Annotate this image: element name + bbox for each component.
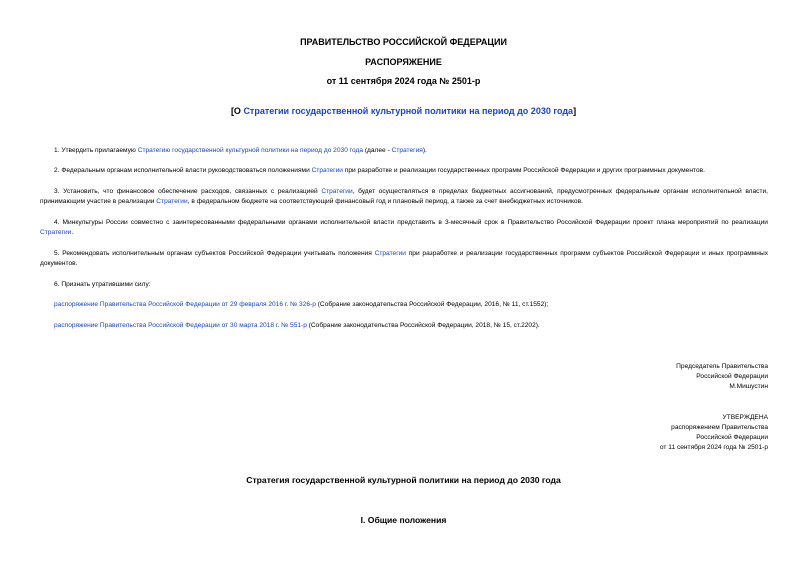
paragraph-2 [40, 166, 768, 176]
signature-name: М.Мишустин [729, 383, 768, 390]
signature-block [676, 362, 768, 392]
document-title [0, 106, 807, 117]
strategy-short-link[interactable]: Стратегия [391, 147, 423, 154]
paragraph-1-middle: (далее - [362, 147, 392, 154]
signature-position: Председатель Правительства [676, 363, 768, 370]
strategy-title: Стратегия государственной культурной политики на период до 2030 года [246, 475, 561, 485]
title-bracket-close: ] [573, 106, 577, 116]
paragraph-3-text: 3. Установить, что финансовое обеспечение расходов, связанных с реализацией [54, 188, 322, 195]
paragraph-2-suffix: при разработке и реализации государственных программ Российской Федерации и других программных документов. [342, 167, 705, 174]
signature-organization: Российской Федерации [696, 373, 768, 380]
approval-heading: УТВЕРЖДЕНА [722, 414, 768, 421]
paragraph-2-text: 2. Федеральным органам исполнительной власти руководствоваться положениями [54, 167, 312, 174]
paragraph-5-text: 5. Рекомендовать исполнительным органам субъектов Российской Федерации учитывать положения [54, 250, 375, 257]
strategy-link[interactable]: Стратегии [40, 229, 72, 236]
paragraph-1-suffix: ). [422, 147, 427, 154]
strategy-link[interactable]: Стратегии [374, 250, 406, 257]
document-type-heading: РАСПОРЯЖЕНИЕ [365, 57, 442, 67]
strategy-link[interactable]: Стратегии [156, 198, 188, 205]
paragraph-5 [40, 249, 768, 269]
paragraph-3-middle: , будет осуществляться в пределах бюджетных ассигнований, предусмотренных федеральным органам исполнительной власти, принимающим участие в реализации [40, 188, 769, 205]
title-bracket-open: [О [230, 106, 244, 116]
paragraph-3-suffix: , в федеральном бюджете на соответствующий финансовый год и плановый период, а также за счет внебюджетных источников. [187, 198, 583, 205]
strategy-link[interactable]: Стратегии [321, 188, 353, 195]
paragraph-1 [40, 146, 768, 156]
paragraph-5-suffix: при разработке и реализации государственных программ субъектов Российской Федерации и иных программных документов. [40, 250, 768, 267]
strategy-link[interactable]: Стратегию государственной культурной политики на период до 2030 года [137, 147, 363, 154]
repealed-item-2-source: (Собрание законодательства Российской Федерации, 2018, № 15, ст.2202). [306, 322, 540, 329]
approval-block [660, 413, 768, 453]
government-heading: ПРАВИТЕЛЬСТВО РОССИЙСКОЙ ФЕДЕРАЦИИ [300, 37, 507, 47]
paragraph-1-text: 1. Утвердить прилагаемую [54, 147, 138, 154]
strategy-link[interactable]: Стратегии [311, 167, 343, 174]
paragraph-4-suffix: . [71, 229, 74, 236]
strategy-title-link[interactable]: Стратегии государственной культурной политики на период до 2030 года [243, 106, 574, 116]
paragraph-4 [40, 218, 768, 238]
repealed-item-2 [40, 321, 768, 331]
repealed-order-2018-link[interactable]: распоряжение Правительства Российской Федерации от 30 марта 2018 г. № 551-р [54, 322, 307, 329]
repealed-item-1 [40, 300, 768, 310]
paragraph-3 [40, 187, 768, 207]
repealed-order-2016-link[interactable]: распоряжение Правительства Российской Федерации от 29 февраля 2016 г. № 326-р [54, 301, 316, 308]
paragraph-6-text: 6. Признать утратившими силу: [54, 281, 151, 288]
repealed-item-1-source: (Собрание законодательства Российской Федерации, 2016, № 11, ст.1552); [315, 301, 549, 308]
document-date-number: от 11 сентября 2024 года № 2501-р [326, 76, 481, 86]
approval-by: распоряжением Правительства [671, 424, 768, 431]
section-heading: I. Общие положения [360, 515, 447, 525]
paragraph-4-text: 4. Минкультуры России совместно с заинтересованными федеральными органами исполнительной власти представить в 3-месячный срок в Правительство Российской Федерации проект плана мероприятий по реализации [54, 219, 768, 226]
paragraph-6 [40, 280, 768, 290]
approval-organization: Российской Федерации [696, 434, 768, 441]
approval-date-number: от 11 сентября 2024 года № 2501-р [659, 444, 768, 451]
